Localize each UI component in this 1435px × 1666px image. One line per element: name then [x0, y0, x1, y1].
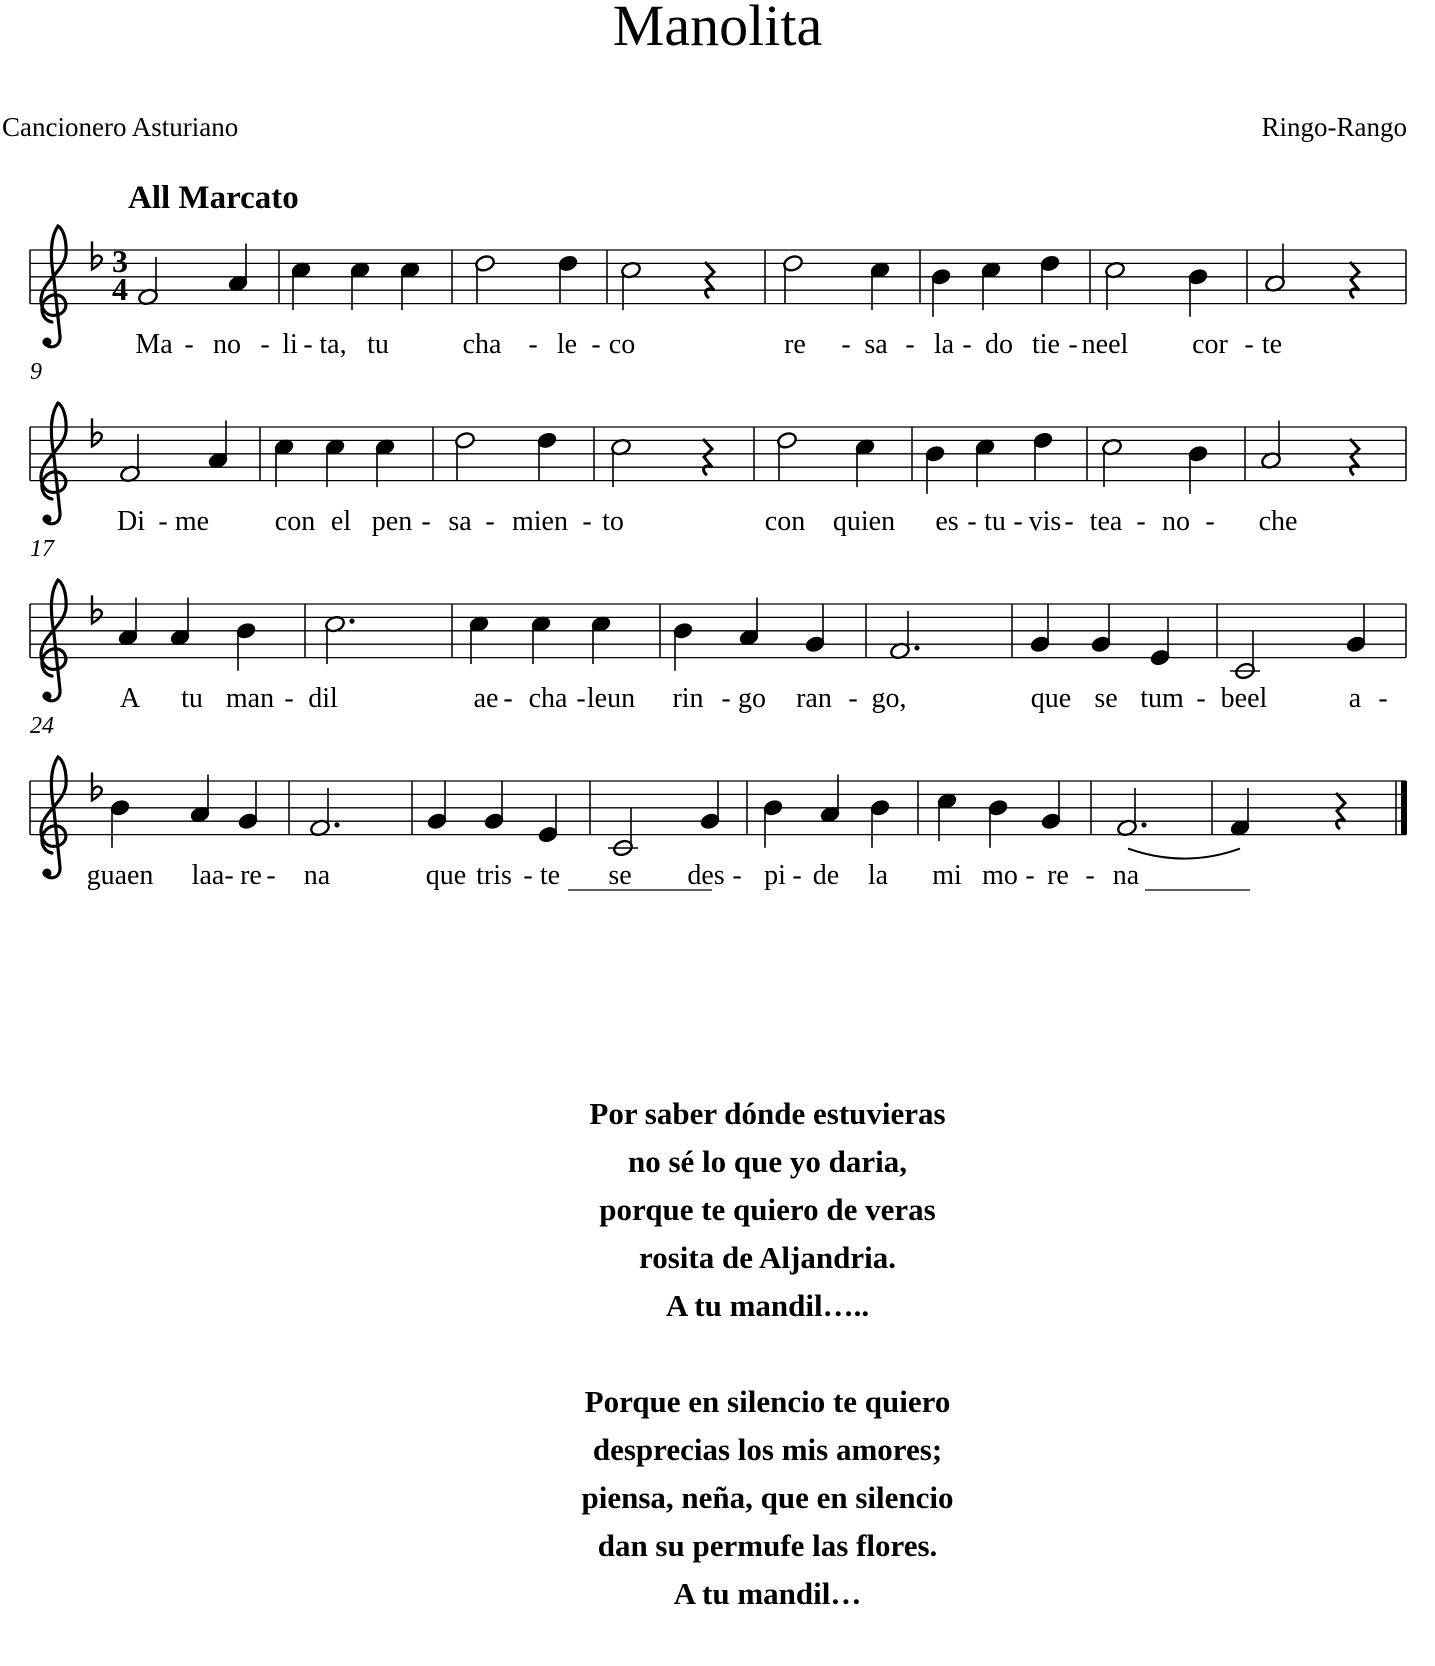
lyric-syllable: me: [174, 506, 210, 537]
lyric-syllable: no: [213, 329, 241, 360]
dot: [334, 822, 339, 827]
lyric-hyphen: -: [523, 860, 533, 891]
lyric-hyphen: -: [303, 329, 313, 360]
lyric-syllable: go: [738, 683, 766, 714]
treble-clef-dot: [43, 338, 52, 347]
lyric-hyphen: -: [848, 683, 858, 714]
lyric-hyphen: -: [591, 329, 601, 360]
lyric-syllable: de: [812, 860, 840, 891]
lyric-syllable: que: [1030, 683, 1072, 714]
lyric-syllable: vis: [1028, 506, 1062, 537]
song-title: Manolita: [612, 0, 823, 58]
treble-clef-icon: [41, 403, 66, 524]
lyric-hyphen: -: [905, 329, 915, 360]
tempo-marking: All Marcato: [128, 180, 299, 216]
lyric-syllable: go,: [871, 683, 907, 714]
lyric-hyphen: -: [962, 329, 972, 360]
lyric-syllable: con: [764, 506, 806, 537]
lyric-syllable: la: [933, 329, 955, 360]
lyric-syllable: tu: [367, 329, 389, 360]
lyric-syllable: te: [539, 860, 561, 891]
lyric-syllable: tum: [1140, 683, 1184, 714]
lyric-hyphen: -: [1013, 506, 1023, 537]
lyric-syllable: co: [608, 329, 636, 360]
lyric-syllable: leun: [586, 683, 636, 714]
lyric-hyphen: -: [582, 506, 592, 537]
verse-line: A tu mandil…: [673, 1576, 862, 1611]
stanza-1: [0, 1090, 1435, 1330]
lyric-syllable: guaen: [86, 860, 154, 891]
lyric-syllable: na: [303, 860, 331, 891]
lyric-hyphen: -: [1244, 329, 1254, 360]
lyric-hyphen: -: [260, 329, 270, 360]
lyric-syllable: rin: [672, 683, 704, 714]
verse-line: A tu mandil…..: [665, 1288, 870, 1323]
lyric-syllable: ta,: [319, 329, 347, 360]
treble-clef-icon: [41, 580, 66, 701]
verse-line: no sé lo que yo daria,: [627, 1144, 908, 1179]
flat-sign-icon: [92, 241, 102, 269]
lyric-syllable: le: [556, 329, 578, 360]
lyric-hyphen: -: [266, 860, 276, 891]
lyric-syllable: se: [608, 860, 632, 891]
lyric-hyphen: -: [1025, 860, 1035, 891]
lyric-hyphen: -: [184, 329, 194, 360]
treble-clef-dot: [43, 692, 52, 701]
subtitle-credit: Ringo-Rango: [1261, 112, 1407, 142]
lyric-hyphen: -: [158, 506, 168, 537]
lyric-syllable: mi: [932, 860, 962, 891]
lyric-hyphen: -: [1064, 506, 1074, 537]
lyric-syllable: que: [425, 860, 467, 891]
lyric-syllable: sa: [448, 506, 472, 537]
lyric-syllable: neel: [1081, 329, 1129, 360]
lyric-hyphen: -: [732, 860, 742, 891]
lyric-syllable: tu: [181, 683, 203, 714]
lyric-syllable: mo: [982, 860, 1018, 891]
lyric-syllable: des: [687, 860, 725, 891]
lyric-syllable: beel: [1220, 683, 1268, 714]
lyric-hyphen: -: [967, 506, 977, 537]
tie-curve: [1128, 849, 1240, 859]
lyric-syllable: ran: [796, 683, 832, 714]
time-signature-numerator: 3: [112, 243, 128, 279]
lyric-hyphen: -: [284, 683, 294, 714]
lyric-syllable: la: [867, 860, 889, 891]
time-signature-denominator: 4: [112, 271, 128, 307]
lyric-syllable: do: [985, 329, 1013, 360]
lyric-syllable: laa: [191, 860, 225, 891]
lyric-syllable: A: [119, 683, 141, 714]
quarter-rest: [1350, 262, 1359, 298]
flat-sign-icon: [92, 418, 102, 446]
verse-line: dan su permufe las flores.: [597, 1528, 938, 1563]
flat-sign-icon: [92, 595, 102, 623]
dot: [914, 645, 919, 650]
lyric-syllable: che: [1258, 506, 1298, 537]
lyric-syllable: tie: [1032, 329, 1060, 360]
treble-clef-icon: [41, 226, 66, 347]
measure-number: 17: [30, 536, 54, 562]
lyric-hyphen: -: [224, 860, 234, 891]
lyric-syllable: cha: [462, 329, 502, 360]
quarter-rest: [703, 439, 712, 475]
lyric-syllable: na: [1112, 860, 1140, 891]
quarter-rest: [1350, 439, 1359, 475]
verse-line: porque te quiero de veras: [599, 1192, 936, 1227]
lyric-syllable: te: [1261, 329, 1283, 360]
treble-clef-icon: [41, 757, 66, 878]
verse-line: Por saber dónde estuvieras: [589, 1096, 946, 1131]
lyric-syllable: li: [282, 329, 298, 360]
dot: [1141, 822, 1146, 827]
lyric-hyphen: -: [528, 329, 538, 360]
staff-system: [30, 359, 1406, 537]
lyric-syllable: tea: [1089, 506, 1123, 537]
lyric-syllable: Di: [117, 506, 145, 537]
lyric-syllable: quien: [832, 506, 896, 537]
lyric-syllable: se: [1094, 683, 1118, 714]
verse-line: Porque en silencio te quiero: [584, 1384, 951, 1419]
lyric-hyphen: -: [1136, 506, 1146, 537]
lyric-syllable: sa: [864, 329, 888, 360]
lyric-syllable: to: [602, 506, 624, 537]
lyric-hyphen: -: [792, 860, 802, 891]
lyric-hyphen: -: [485, 506, 495, 537]
verse-line: desprecias los mis amores;: [592, 1432, 943, 1467]
verse-line: piensa, neña, que en silencio: [581, 1480, 954, 1515]
lyric-syllable: no: [1162, 506, 1190, 537]
source-credit: Cancionero Asturiano: [2, 112, 239, 142]
lyric-hyphen: -: [421, 506, 431, 537]
stanza-2: [0, 1378, 1435, 1618]
lyric-syllable: re: [1047, 860, 1069, 891]
lyric-syllable: el: [330, 506, 352, 537]
lyric-hyphen: -: [1378, 683, 1388, 714]
lyric-hyphen: -: [721, 683, 731, 714]
lyric-hyphen: -: [503, 683, 513, 714]
lyric-syllable: tris: [476, 860, 512, 891]
staff-system: [30, 226, 1406, 360]
lyric-hyphen: -: [1085, 860, 1095, 891]
lyric-syllable: Ma: [135, 329, 173, 360]
lyric-syllable: dil: [308, 683, 338, 714]
verse-line: rosita de Aljandria.: [639, 1240, 896, 1275]
measure-number: 9: [30, 359, 42, 385]
lyric-syllable: re: [784, 329, 806, 360]
lyric-syllable: cha: [528, 683, 568, 714]
lyric-hyphen: -: [841, 329, 851, 360]
lyric-syllable: con: [274, 506, 316, 537]
lyric-syllable: pen: [371, 506, 413, 537]
lyric-hyphen: -: [1196, 683, 1206, 714]
staff-system: [30, 536, 1406, 714]
lyric-syllable: cor: [1192, 329, 1228, 360]
flat-sign-icon: [92, 772, 102, 800]
final-barline-thick: [1401, 781, 1407, 835]
measure-number: 24: [30, 713, 54, 739]
quarter-rest: [705, 262, 714, 298]
lyric-syllable: re: [240, 860, 262, 891]
lyric-syllable: ae: [473, 683, 499, 714]
quarter-rest: [1336, 793, 1345, 829]
lyric-hyphen: -: [1068, 329, 1078, 360]
lyric-syllable: man: [225, 683, 275, 714]
lyric-syllable: es: [935, 506, 959, 537]
lyric-hyphen: -: [1205, 506, 1215, 537]
treble-clef-dot: [43, 869, 52, 878]
lyric-syllable: mien: [512, 506, 568, 537]
lyric-syllable: tu: [984, 506, 1006, 537]
verses-block: [0, 1090, 1435, 1666]
staff-system: [30, 713, 1407, 891]
lyric-syllable: a: [1348, 683, 1362, 714]
dot: [349, 619, 354, 624]
lyric-hyphen: -: [576, 683, 586, 714]
lyric-syllable: pi: [764, 860, 786, 891]
treble-clef-dot: [43, 515, 52, 524]
